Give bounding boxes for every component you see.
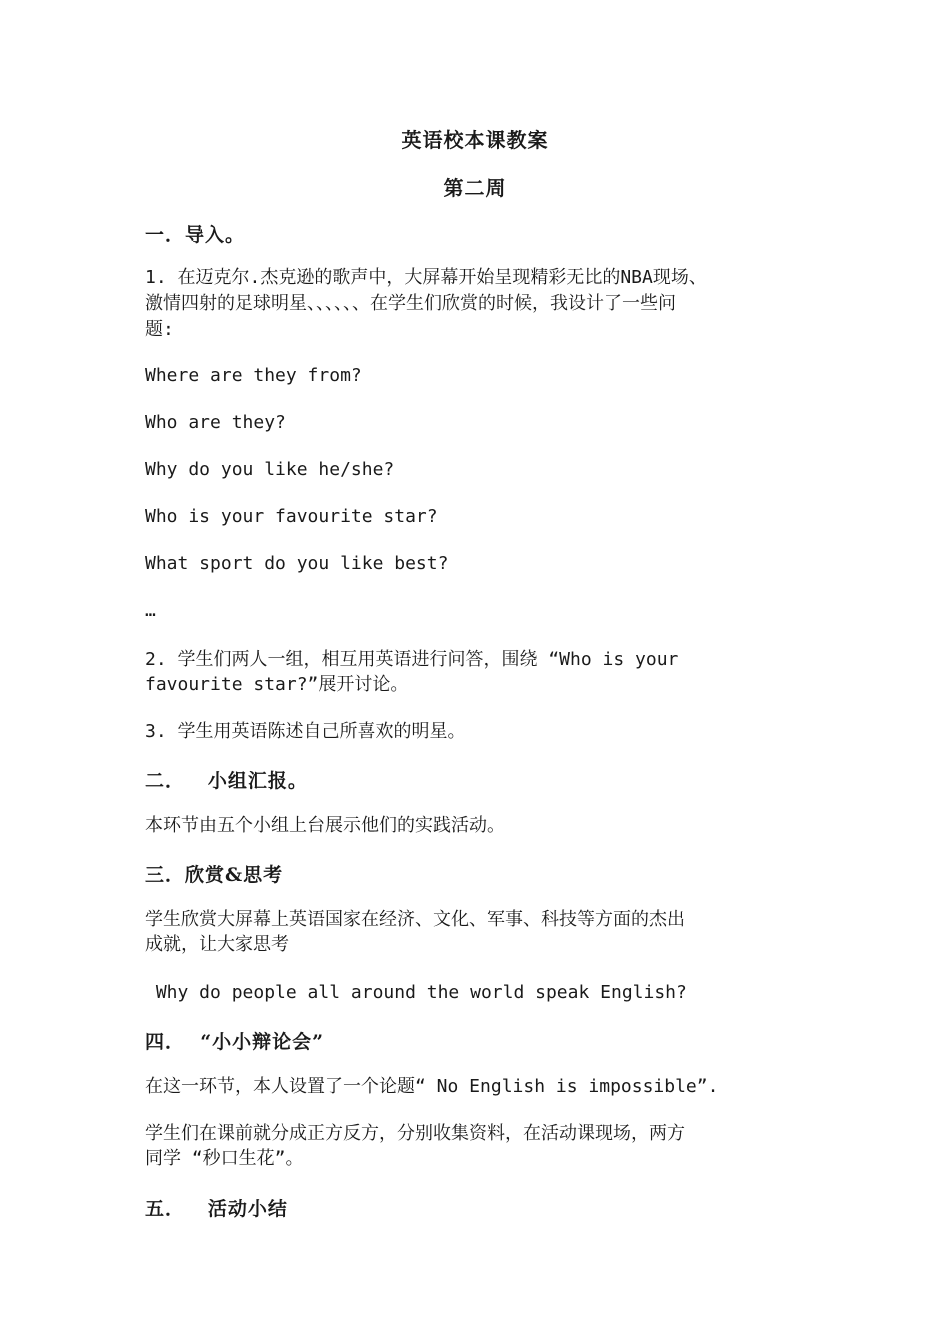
section-4-para-2-line-2: 同学 “秒口生花”。 <box>145 1148 304 1169</box>
section-1-para-3: 3. 学生用英语陈述自己所喜欢的明星。 <box>145 721 466 742</box>
document-subtitle: 第二周 <box>443 176 507 200</box>
section-5-heading: 五． 活动小结 <box>145 1198 288 1220</box>
section-2-heading: 二． 小组汇报。 <box>145 770 308 792</box>
section-1-para-1-line-1: 1. 在迈克尔.杰克逊的歌声中，大屏幕开始呈现精彩无比的NBA现场、 <box>145 267 707 288</box>
section-4-heading: 四． “小小辩论会” <box>145 1031 325 1053</box>
question-1: Where are they from? <box>145 365 362 386</box>
section-1-para-1-line-3: 题: <box>145 319 174 340</box>
section-1-para-2-line-1: 2. 学生们两人一组，相互用英语进行问答，围绕 “Who is your <box>145 649 679 670</box>
section-1-heading: 一．导入。 <box>145 224 246 246</box>
question-2: Who are they? <box>145 412 286 433</box>
section-1-para-2-line-2: favourite star?”展开讨论。 <box>145 674 409 695</box>
section-3-line-2: 成就，让大家思考 <box>145 934 289 955</box>
section-4-para-1: 在这一环节，本人设置了一个论题“ No English is impossible”. <box>145 1076 719 1097</box>
question-5: What sport do you like best? <box>145 553 449 574</box>
section-4-para-2-line-1: 学生们在课前就分成正方反方，分别收集资料，在活动课现场，两方 <box>145 1123 685 1144</box>
question-3: Why do you like he/she? <box>145 459 395 480</box>
question-4: Who is your favourite star? <box>145 506 438 527</box>
document-page <box>145 0 825 1344</box>
section-1-para-1-line-2: 激情四射的足球明星、、、、、、在学生们欣赏的时候，我设计了一些问 <box>145 293 676 314</box>
section-3-line-1: 学生欣赏大屏幕上英语国家在经济、文化、军事、科技等方面的杰出 <box>145 909 685 930</box>
document-title: 英语校本课教案 <box>401 128 549 152</box>
section-3-question: Why do people all around the world speak English? <box>145 982 687 1003</box>
section-3-heading: 三．欣赏&思考 <box>145 864 284 886</box>
ellipsis: … <box>145 600 156 621</box>
section-2-text: 本环节由五个小组上台展示他们的实践活动。 <box>145 815 505 836</box>
